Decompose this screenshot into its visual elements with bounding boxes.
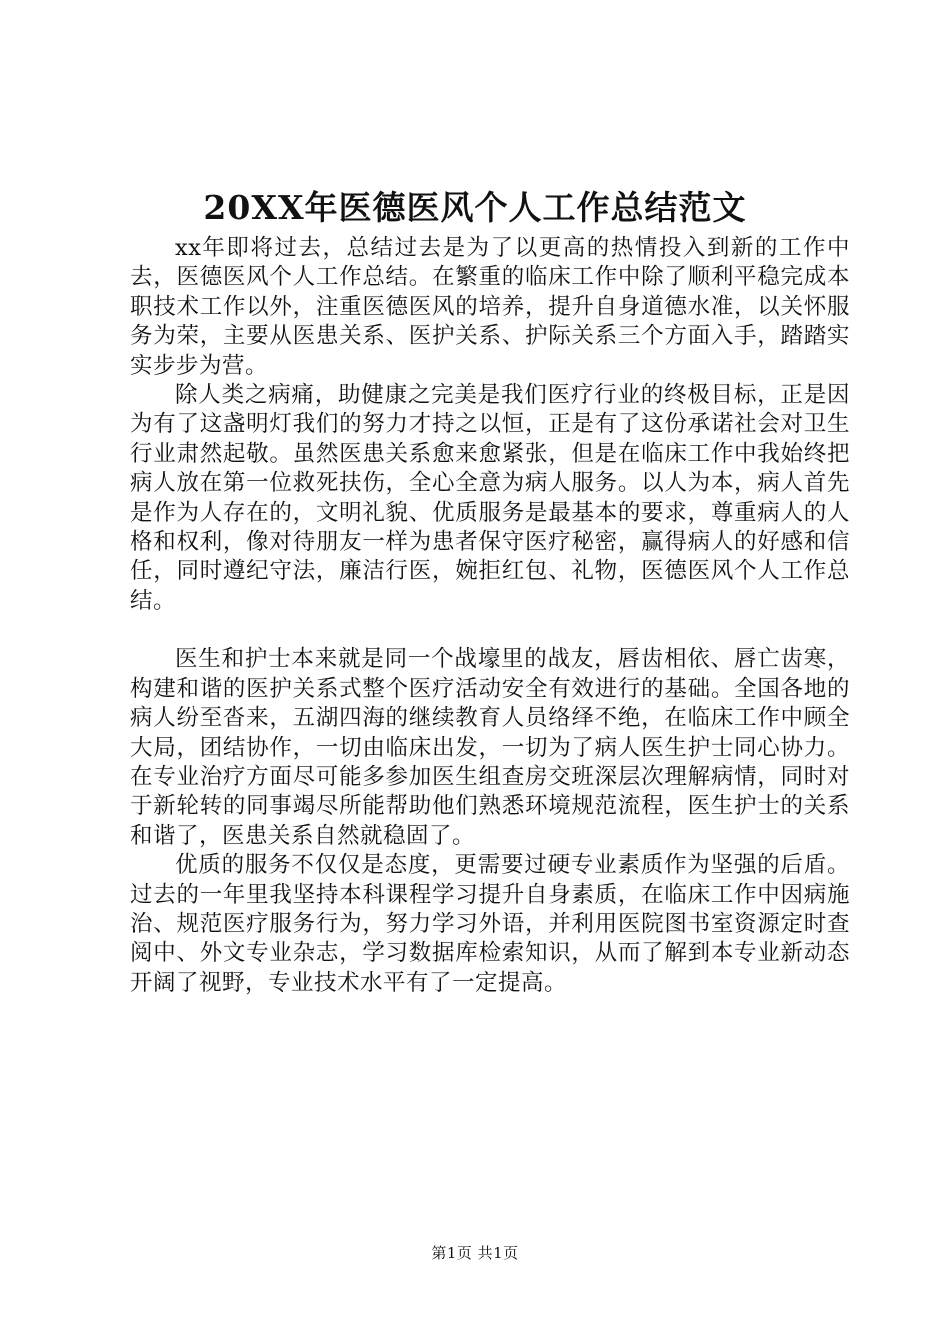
- page-number-footer: 第1页 共1页: [431, 1244, 519, 1262]
- paragraph-3: 医生和护士本来就是同一个战壕里的战友，唇齿相依、唇亡齿寒，构建和谐的医护关系式整个医疗活动安全有效进行的基础。全国各地的病人纷至沓来，五湖四海的继续教育人员络绎不绝，在临床工作中顾全大局，团结协作，一切由临床出发，一切为了病人医生护士同心协力。在专业治疗方面尽可能多参加医生组查房交班深层次理解病情，同时对于新轮转的同事竭尽所能帮助他们熟悉环境规范流程，医生护士的关系和谐了，医患关系自然就稳固了。: [130, 646, 850, 849]
- document-title: 20XX年医德医风个人工作总结范文: [203, 188, 747, 227]
- paragraph-2: 除人类之病痛，助健康之完美是我们医疗行业的终极目标，正是因为有了这盏明灯我们的努力才持之以恒，正是有了这份承诺社会对卫生行业肃然起敬。虽然医患关系愈来愈紧张，但是在临床工作中我始终把病人放在第一位救死扶伤，全心全意为病人服务。以人为本，病人首先是作为人存在的，文明礼貌、优质服务是最基本的要求，尊重病人的人格和权利，像对待朋友一样为患者保守医疗秘密，赢得病人的好感和信任，同时遵纪守法，廉洁行医，婉拒红包、礼物，医德医风个人工作总结。: [130, 382, 850, 614]
- document-body: [130, 234, 850, 998]
- paragraph-1: xx年即将过去，总结过去是为了以更高的热情投入到新的工作中去，医德医风个人工作总结。在繁重的临床工作中除了顺利平稳完成本职技术工作以外，注重医德医风的培养，提升自身道德水准，以关怀服务为荣，主要从医患关系、医护关系、护际关系三个方面入手，踏踏实实步步为营。: [130, 235, 850, 379]
- paragraph-4: 优质的服务不仅仅是态度，更需要过硬专业素质作为坚强的后盾。过去的一年里我坚持本科课程学习提升自身素质，在临床工作中因病施治、规范医疗服务行为，努力学习外语，并利用医院图书室资源定时查阅中、外文专业杂志，学习数据库检索知识，从而了解到本专业新动态开阔了视野，专业技术水平有了一定提高。: [130, 852, 850, 996]
